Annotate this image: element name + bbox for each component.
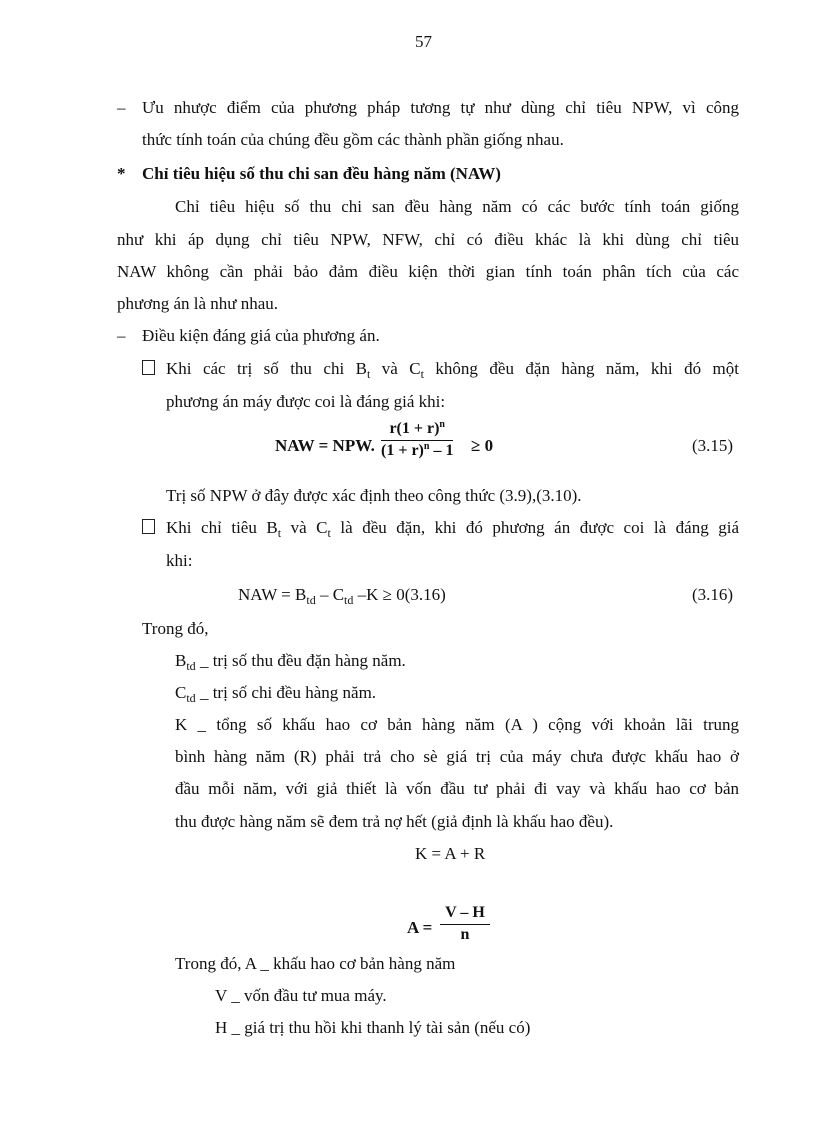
formula-3-15-lhs: NAW = NPW. [275, 436, 375, 455]
def-h: H _ giá trị thu hồi khi thanh lý tài sản (nếu có) [215, 1018, 531, 1037]
trong-do-label: Trong đó, [142, 619, 209, 638]
def-k-line4: thu được hàng năm sẽ đem trả nợ hết (giả định là khấu hao đều). [175, 812, 614, 831]
def-k-line2: bình hàng năm (R) phải trả cho sè giá trị của máy chưa được khấu hao ở [175, 747, 739, 766]
para2-line2: như khi áp dụng chỉ tiêu NPW, NFW, chỉ có điều khác là khi dùng chỉ tiêu [117, 230, 739, 249]
para2-line1: Chỉ tiêu hiệu số thu chi san đều hàng năm có các bước tính toán giống [175, 197, 739, 216]
para1-line2: thức tính toán của chúng đều gồm các thành phần giống nhau. [142, 130, 564, 149]
formula-a-fraction [440, 905, 490, 944]
formula-3-16-label: (3.16) [692, 585, 734, 604]
bullet-dash: – [117, 326, 126, 345]
checkbox-bullet-icon [142, 519, 155, 536]
page-number: 57 [415, 32, 432, 51]
formula-3-15-numerator: $r(1 + r)^n$ [389, 419, 445, 437]
def-v: V _ vốn đầu tư mua máy. [215, 986, 387, 1005]
case2-line1: Khi chỉ tiêu $B_t$ và $C_t$ là đều đặn, khi đó phương án được coi là đáng giá [166, 518, 739, 540]
formula-3-15-rhs: ≥ 0 [471, 436, 494, 455]
bullet-dash: – [117, 98, 126, 117]
formula-3-15-fraction [381, 421, 453, 460]
para1-line1: Ưu nhược điểm của phương pháp tương tự như dùng chỉ tiêu NPW, vì công [142, 98, 739, 117]
formula-a-lhs: A = [407, 918, 433, 937]
formula-k: K = A + R [415, 844, 486, 863]
formula-a-numerator: V – H [445, 904, 485, 921]
para2-line3: NAW không cần phải bảo đảm điều kiện thời gian tính toán phân tích của các [117, 262, 739, 281]
para2-line4: phương án là như nhau. [117, 294, 279, 313]
def-btd: $B_{td}$ _ trị số thu đều đặn hàng năm. [175, 651, 406, 673]
bullet-star: * [117, 164, 126, 183]
formula-3-15-denominator: $(1 + r)^n - 1$ [381, 440, 454, 459]
formula-3-15-label: (3.15) [692, 436, 734, 455]
def-ctd: $C_{td}$ _ trị số chi đều hàng năm. [175, 683, 377, 705]
case2-line2: khi: [166, 551, 193, 570]
formula-a-denominator: n [460, 925, 470, 943]
condition-title: Điều kiện đáng giá của phương án. [142, 326, 380, 345]
npw-note: Trị số NPW ở đây được xác định theo công thức (3.9),(3.10). [166, 486, 582, 505]
def-k-line3: đầu mỗi năm, với giả thiết là vốn đầu tư phải đi vay và khấu hao cơ bản [175, 779, 739, 798]
checkbox-bullet-icon [142, 360, 155, 377]
formula-3-16: NAW = $B_{td} - C_{td}$ –K ≥ 0(3.16) [238, 585, 446, 607]
section-heading: Chỉ tiêu hiệu số thu chi san đều hàng năm (NAW) [142, 164, 501, 183]
case1-line1: Khi các trị số thu chi $B_t$ và $C_t$ không đều đặn hàng năm, khi đó một [166, 359, 739, 381]
def-k-line1: K _ tổng số khấu hao cơ bản hàng năm (A ) cộng với khoản lãi trung [175, 715, 739, 734]
case1-line2: phương án máy được coi là đáng giá khi: [166, 392, 446, 411]
def-a: Trong đó, A _ khấu hao cơ bản hàng năm [175, 954, 456, 973]
